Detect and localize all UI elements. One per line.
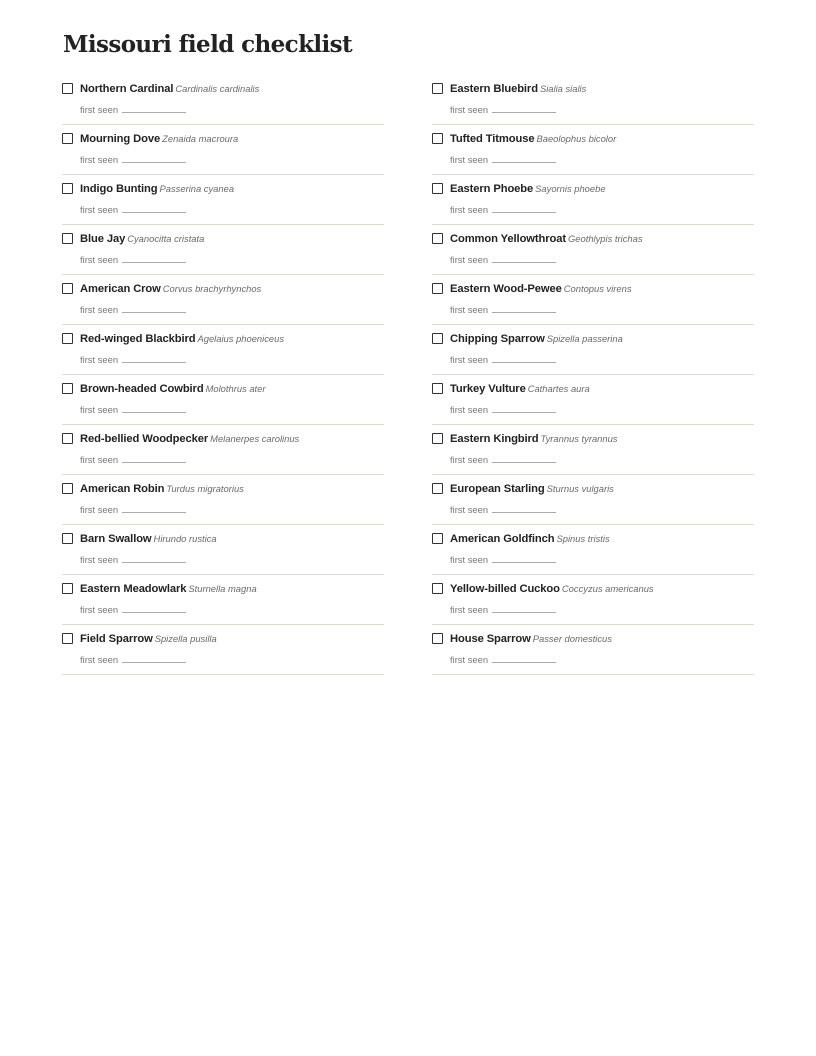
common-name: Eastern Wood-Pewee xyxy=(450,283,562,295)
first-seen-blank[interactable] xyxy=(122,353,186,363)
species-name-line xyxy=(80,431,299,446)
checklist-item xyxy=(432,475,754,525)
first-seen-row xyxy=(80,653,186,666)
species-checkbox[interactable] xyxy=(432,133,443,144)
first-seen-blank[interactable] xyxy=(492,503,556,513)
scientific-name: Cardinalis cardinalis xyxy=(175,83,260,94)
first-seen-row xyxy=(450,153,556,166)
first-seen-row xyxy=(80,303,186,316)
first-seen-row xyxy=(80,553,186,566)
common-name: American Robin xyxy=(80,483,165,495)
species-checkbox[interactable] xyxy=(432,83,443,94)
checklist-item xyxy=(62,525,384,575)
checklist-item xyxy=(62,325,384,375)
first-seen-blank[interactable] xyxy=(492,303,556,313)
common-name: Red-bellied Woodpecker xyxy=(80,433,209,445)
species-checkbox[interactable] xyxy=(62,633,73,644)
species-name-line xyxy=(450,81,586,96)
first-seen-label: first seen xyxy=(450,254,489,265)
checklist-item xyxy=(62,175,384,225)
common-name: Turkey Vulture xyxy=(450,383,526,395)
species-checkbox[interactable] xyxy=(62,583,73,594)
first-seen-label: first seen xyxy=(450,454,489,465)
first-seen-blank[interactable] xyxy=(122,453,186,463)
first-seen-label: first seen xyxy=(450,654,489,665)
first-seen-label: first seen xyxy=(450,354,489,365)
first-seen-blank[interactable] xyxy=(492,353,556,363)
common-name: Indigo Bunting xyxy=(80,183,158,195)
common-name: Chipping Sparrow xyxy=(450,333,545,345)
species-checkbox[interactable] xyxy=(432,283,443,294)
common-name: Eastern Meadowlark xyxy=(80,583,187,595)
common-name: House Sparrow xyxy=(450,633,531,645)
common-name: Red-winged Blackbird xyxy=(80,333,196,345)
first-seen-label: first seen xyxy=(80,554,119,565)
first-seen-label: first seen xyxy=(450,604,489,615)
scientific-name: Contopus virens xyxy=(563,283,632,294)
first-seen-blank[interactable] xyxy=(492,203,556,213)
common-name: Northern Cardinal xyxy=(80,83,174,95)
first-seen-blank[interactable] xyxy=(492,103,556,113)
first-seen-row xyxy=(450,653,556,666)
common-name: European Starling xyxy=(450,483,545,495)
scientific-name: Spizella pusilla xyxy=(154,633,217,644)
checklist-item xyxy=(432,75,754,125)
scientific-name: Passer domesticus xyxy=(532,633,612,644)
scientific-name: Sturnella magna xyxy=(188,583,257,594)
species-name-line xyxy=(450,231,643,246)
common-name: Eastern Kingbird xyxy=(450,433,539,445)
species-name-line xyxy=(80,481,244,496)
checklist-item xyxy=(432,575,754,625)
first-seen-row xyxy=(450,453,556,466)
first-seen-row xyxy=(80,203,186,216)
common-name: Mourning Dove xyxy=(80,133,161,145)
checklist-item xyxy=(62,75,384,125)
first-seen-blank[interactable] xyxy=(492,653,556,663)
species-name-line xyxy=(80,531,217,546)
first-seen-label: first seen xyxy=(450,504,489,515)
checklist-item xyxy=(62,275,384,325)
first-seen-label: first seen xyxy=(80,104,119,115)
checklist-item xyxy=(432,525,754,575)
first-seen-blank[interactable] xyxy=(492,253,556,263)
first-seen-row xyxy=(80,453,186,466)
checklist-item xyxy=(62,475,384,525)
first-seen-blank[interactable] xyxy=(122,153,186,163)
scientific-name: Baeolophus bicolor xyxy=(536,133,617,144)
first-seen-label: first seen xyxy=(450,104,489,115)
species-name-line xyxy=(450,631,612,646)
species-checkbox[interactable] xyxy=(62,333,73,344)
first-seen-blank[interactable] xyxy=(122,503,186,513)
species-checkbox[interactable] xyxy=(62,533,73,544)
first-seen-row xyxy=(450,403,556,416)
scientific-name: Spizella passerina xyxy=(546,333,623,344)
species-checkbox[interactable] xyxy=(432,233,443,244)
first-seen-blank[interactable] xyxy=(122,303,186,313)
first-seen-blank[interactable] xyxy=(122,603,186,613)
species-name-line xyxy=(80,331,284,346)
species-name-line xyxy=(80,581,257,596)
checklist-item xyxy=(432,225,754,275)
species-name-line xyxy=(80,631,217,646)
species-name-line xyxy=(80,381,265,396)
first-seen-row xyxy=(80,603,186,616)
first-seen-label: first seen xyxy=(80,254,119,265)
checklist-item xyxy=(62,375,384,425)
checklist-item xyxy=(432,125,754,175)
species-name-line xyxy=(450,331,623,346)
first-seen-row xyxy=(450,203,556,216)
scientific-name: Cyanocitta cristata xyxy=(127,233,205,244)
common-name: Eastern Bluebird xyxy=(450,83,538,95)
first-seen-label: first seen xyxy=(80,504,119,515)
species-name-line xyxy=(80,81,259,96)
scientific-name: Spinus tristis xyxy=(556,533,610,544)
first-seen-label: first seen xyxy=(80,204,119,215)
common-name: American Goldfinch xyxy=(450,533,555,545)
scientific-name: Melanerpes carolinus xyxy=(210,433,300,444)
first-seen-label: first seen xyxy=(80,404,119,415)
first-seen-row xyxy=(450,303,556,316)
common-name: Brown-headed Cowbird xyxy=(80,383,204,395)
first-seen-blank[interactable] xyxy=(122,203,186,213)
species-checkbox[interactable] xyxy=(432,633,443,644)
first-seen-row xyxy=(450,253,556,266)
species-checkbox[interactable] xyxy=(62,283,73,294)
checklist-item xyxy=(432,175,754,225)
scientific-name: Zenaida macroura xyxy=(162,133,239,144)
checklist-column-right xyxy=(432,75,754,675)
first-seen-blank[interactable] xyxy=(492,453,556,463)
first-seen-blank[interactable] xyxy=(492,603,556,613)
first-seen-row xyxy=(80,253,186,266)
species-name-line xyxy=(450,531,610,546)
scientific-name: Sturnus vulgaris xyxy=(546,483,614,494)
scientific-name: Sialia sialis xyxy=(539,83,587,94)
species-name-line xyxy=(80,181,234,196)
first-seen-row xyxy=(450,603,556,616)
scientific-name: Sayornis phoebe xyxy=(535,183,606,194)
first-seen-blank[interactable] xyxy=(122,653,186,663)
species-checkbox[interactable] xyxy=(62,433,73,444)
first-seen-row xyxy=(80,153,186,166)
first-seen-blank[interactable] xyxy=(122,553,186,563)
common-name: Tufted Titmouse xyxy=(450,133,535,145)
species-name-line xyxy=(450,181,606,196)
common-name: Eastern Phoebe xyxy=(450,183,534,195)
first-seen-label: first seen xyxy=(450,554,489,565)
checklist-item xyxy=(62,625,384,675)
checklist-item xyxy=(62,425,384,475)
scientific-name: Corvus brachyrhynchos xyxy=(162,283,262,294)
common-name: Common Yellowthroat xyxy=(450,233,566,245)
checklist-item xyxy=(62,225,384,275)
first-seen-blank[interactable] xyxy=(122,253,186,263)
first-seen-label: first seen xyxy=(450,404,489,415)
checklist-column-left xyxy=(62,75,384,675)
species-name-line xyxy=(450,481,614,496)
scientific-name: Tyrannus tyrannus xyxy=(540,433,618,444)
scientific-name: Passerina cyanea xyxy=(159,183,235,194)
scientific-name: Geothlypis trichas xyxy=(568,233,643,244)
species-checkbox[interactable] xyxy=(432,433,443,444)
species-name-line xyxy=(450,431,618,446)
first-seen-row xyxy=(450,553,556,566)
checklist-item xyxy=(432,325,754,375)
species-name-line xyxy=(450,131,616,146)
common-name: Field Sparrow xyxy=(80,633,153,645)
scientific-name: Molothrus ater xyxy=(205,383,266,394)
first-seen-row xyxy=(80,103,186,116)
species-name-line xyxy=(450,281,632,296)
first-seen-label: first seen xyxy=(80,354,119,365)
checklist-item xyxy=(432,375,754,425)
species-checkbox[interactable] xyxy=(432,583,443,594)
checklist-item xyxy=(62,125,384,175)
species-checkbox[interactable] xyxy=(62,133,73,144)
species-checkbox[interactable] xyxy=(62,183,73,194)
first-seen-row xyxy=(80,403,186,416)
first-seen-blank[interactable] xyxy=(492,153,556,163)
scientific-name: Cathartes aura xyxy=(527,383,590,394)
species-checkbox[interactable] xyxy=(62,83,73,94)
species-checkbox[interactable] xyxy=(432,333,443,344)
scientific-name: Turdus migratorius xyxy=(166,483,244,494)
first-seen-row xyxy=(80,353,186,366)
species-checkbox[interactable] xyxy=(432,483,443,494)
scientific-name: Coccyzus americanus xyxy=(561,583,654,594)
first-seen-row xyxy=(450,103,556,116)
first-seen-blank[interactable] xyxy=(492,403,556,413)
checklist-item xyxy=(432,425,754,475)
common-name: Yellow-billed Cuckoo xyxy=(450,583,560,595)
checklist-item xyxy=(62,575,384,625)
first-seen-label: first seen xyxy=(450,304,489,315)
checklist-item xyxy=(432,625,754,675)
first-seen-label: first seen xyxy=(80,304,119,315)
first-seen-label: first seen xyxy=(450,154,489,165)
species-name-line xyxy=(450,381,590,396)
first-seen-blank[interactable] xyxy=(122,103,186,113)
species-name-line xyxy=(80,281,261,296)
first-seen-label: first seen xyxy=(80,454,119,465)
species-checkbox[interactable] xyxy=(62,483,73,494)
first-seen-label: first seen xyxy=(80,604,119,615)
page-title: Missouri field checklist xyxy=(63,31,353,58)
first-seen-blank[interactable] xyxy=(122,403,186,413)
scientific-name: Agelaius phoeniceus xyxy=(197,333,285,344)
first-seen-row xyxy=(450,503,556,516)
species-name-line xyxy=(80,231,204,246)
common-name: American Crow xyxy=(80,283,161,295)
scientific-name: Hirundo rustica xyxy=(153,533,217,544)
first-seen-row xyxy=(450,353,556,366)
first-seen-blank[interactable] xyxy=(492,553,556,563)
species-checkbox[interactable] xyxy=(432,533,443,544)
species-checkbox[interactable] xyxy=(432,183,443,194)
first-seen-label: first seen xyxy=(450,204,489,215)
species-name-line xyxy=(450,581,654,596)
species-name-line xyxy=(80,131,238,146)
species-checkbox[interactable] xyxy=(62,233,73,244)
checklist-item xyxy=(432,275,754,325)
first-seen-row xyxy=(80,503,186,516)
first-seen-label: first seen xyxy=(80,154,119,165)
species-checkbox[interactable] xyxy=(62,383,73,394)
common-name: Blue Jay xyxy=(80,233,126,245)
species-checkbox[interactable] xyxy=(432,383,443,394)
first-seen-label: first seen xyxy=(80,654,119,665)
common-name: Barn Swallow xyxy=(80,533,152,545)
